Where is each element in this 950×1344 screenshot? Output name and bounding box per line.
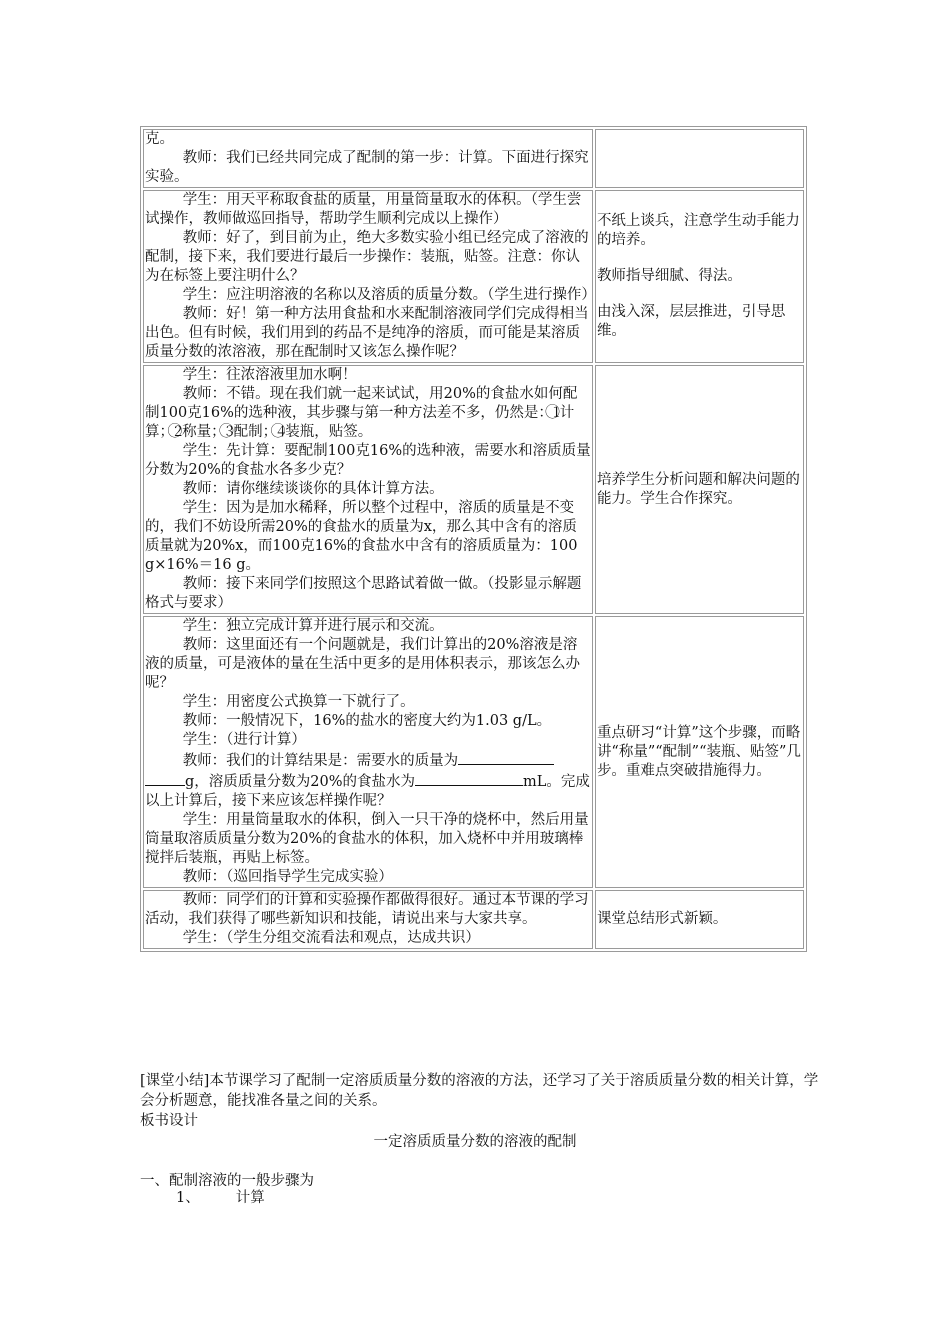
dialogue-paragraph: 学生：用天平称取食盐的质量，用量筒量取水的体积。（学生尝试操作，教师做巡回指导，帮助学生顺利完成以上操作） — [145, 192, 582, 227]
comment-cell — [595, 890, 804, 949]
dialogue-paragraph: 学生：独立完成计算并进行展示和交流。 — [182, 618, 444, 634]
dialogue-cell — [143, 190, 596, 363]
table-row — [143, 129, 804, 188]
table-row — [143, 616, 804, 888]
dialogue-paragraph: 学生：先计算：要配制100克16%的选种液，需要水和溶质质量分数为20%的食盐水各多少克？ — [145, 443, 591, 478]
comment-cell — [595, 616, 804, 888]
dialogue-paragraph — [145, 750, 591, 811]
step-text: 计算 — [235, 1190, 265, 1206]
table-row — [143, 190, 804, 363]
dialogue-paragraph: 教师：接下来同学们按照这个思路试着做一做。（投影显示解题格式与要求） — [145, 576, 582, 611]
dialogue-paragraph: 学生：（进行计算） — [182, 732, 306, 748]
teaching-comment: 教师指导细腻、得法。 — [596, 268, 742, 284]
teaching-comment: 培养学生分析问题和解决问题的能力。学生合作探究。 — [596, 471, 800, 507]
comment-cell — [595, 190, 804, 363]
dialogue-paragraph: 教师：这里面还有一个问题就是，我们计算出的20%溶液是溶液的质量，可是液体的量在生活中更多的是用体积表示，那该怎么办呢？ — [145, 637, 580, 691]
dialogue-paragraph: 教师：请你继续谈谈你的具体计算方法。 — [182, 481, 444, 497]
table-row — [143, 890, 804, 949]
dialogue-paragraph: 学生：用量筒量取水的体积，倒入一只干净的烧杯中，然后用量筒量取溶质质量分数为20%的食盐水的体积，加入烧杯中并用玻璃棒搅拌后装瓶，再贴上标签。 — [145, 812, 589, 866]
dialogue-paragraph: 教师：（巡回指导学生完成实验） — [182, 869, 393, 885]
dialogue-paragraph: 学生：应注明溶液的名称以及溶质的质量分数。（学生进行操作） — [182, 287, 596, 303]
dialogue-cell — [143, 616, 593, 888]
section-heading: 一、配制溶液的一般步骤为 — [140, 1173, 314, 1189]
lesson-table-body — [143, 129, 804, 949]
lesson-table — [140, 126, 807, 952]
fill-blank — [145, 771, 185, 786]
paragraph-text: 教师：我们的计算结果是：需要水的质量为 — [182, 753, 459, 769]
dialogue-paragraph: 教师：我们已经共同完成了配制的第一步：计算。下面进行探究实验。 — [145, 150, 589, 185]
dialogue-paragraph: 学生：因为是加水稀释，所以整个过程中，溶质的质量是不变的，我们不妨设所需20%的食盐水的质量为x，那么其中含有的溶质质量就为20%x，而100克16%的食盐水中含有的溶质质量为：100 g×16%＝16 g。 — [145, 500, 578, 573]
dialogue-paragraph: 教师：同学们的计算和实验操作都做得很好。通过本节课的学习活动，我们获得了哪些新知识和技能，请说出来与大家共享。 — [145, 892, 589, 927]
paragraph-text: mL。完成以上计算后，接下来应该怎样操作呢？ — [145, 774, 590, 809]
fill-blank — [415, 771, 523, 786]
step-item — [140, 1188, 820, 1208]
dialogue-paragraph: 教师：不错。现在我们就一起来试试，用20%的食盐水如何配制100克16%的选种液，其步骤与第一种方法差不多，仍然是：1⃝计算；2⃝称量；3⃝配制；4⃝装瓶，贴签。 — [145, 386, 578, 440]
paragraph-text: g，溶质质量分数为20%的食盐水为 — [185, 774, 416, 790]
dialogue-paragraph: 教师：一般情况下，16%的盐水的密度大约为1.03 g/L。 — [182, 713, 552, 729]
teaching-comment: 课堂总结形式新颖。 — [596, 911, 728, 927]
dialogue-cell — [143, 129, 593, 188]
dialogue-paragraph: 学生：用密度公式换算一下就行了。 — [182, 694, 415, 710]
table-row — [143, 365, 804, 614]
teaching-comment: 重点研习“计算”这个步骤，而略讲“称量”“配制”“装瓶、贴签”几步。重难点突破措施得力。 — [596, 724, 801, 779]
dialogue-cell — [143, 890, 593, 949]
dialogue-paragraph: 克。 — [145, 131, 174, 147]
dialogue-cell — [143, 365, 593, 614]
dialogue-paragraph: 教师：好！第一种方法用食盐和水来配制溶液同学们完成得相当出色。但有时候，我们用到的药品不是纯净的溶质，而可能是某溶质质量分数的浓溶液，那在配制时又该怎么操作呢？ — [145, 306, 589, 360]
dialogue-paragraph: 教师：好了，到目前为止，绝大多数实验小组已经完成了溶液的配制，接下来，我们要进行最后一步操作：装瓶，贴签。注意：你认为在标签上要注明什么？ — [145, 230, 589, 284]
comment-cell — [595, 129, 804, 188]
fill-blank — [458, 750, 554, 765]
dialogue-paragraph: 学生：往浓溶液里加水啊！ — [182, 367, 357, 383]
comment-cell — [595, 365, 804, 614]
teaching-comment: 由浅入深，层层推进，引导思维。 — [596, 304, 786, 339]
teaching-comment: 不纸上谈兵，注意学生动手能力的培养。 — [596, 213, 800, 248]
board-title: 一定溶质质量分数的溶液的配制 — [373, 1134, 577, 1150]
board-design-heading: 板书设计 — [140, 1113, 198, 1129]
class-summary: [课堂小结]本节课学习了配制一定溶质质量分数的溶液的方法，还学习了关于溶质质量分数的相关计算，学会分析题意，能找准各量之间的关系。 — [140, 1073, 819, 1109]
step-number: 1、 — [176, 1190, 200, 1206]
dialogue-paragraph: 学生：（学生分组交流看法和观点，达成共识） — [182, 930, 480, 946]
